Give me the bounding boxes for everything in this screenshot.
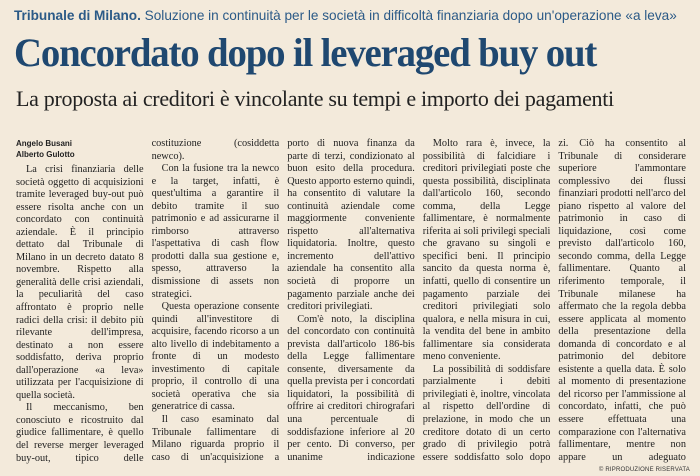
subheadline: La proposta ai creditori è vincolante su tempi e importo dei pagamenti (16, 86, 614, 111)
column-2 (152, 138, 280, 464)
headline: Concordato dopo il leveraged buy out (14, 30, 597, 75)
column-5 (558, 138, 686, 464)
kicker-text: Soluzione in continuità per le società in difficoltà finanziaria dopo un'operazione «a leva» (144, 8, 677, 23)
article-body (16, 138, 686, 464)
paragraph: Il meccanismo, ben conosciuto e ricostruito dal giudice fallimentare, è quello del reverse merger leveraged buy-out, tipico delle (16, 402, 144, 464)
column-3 (287, 138, 415, 464)
author-name: Alberto Gulotto (16, 150, 75, 159)
paragraph: zi. Ciò ha consentito al Tribunale di considerare superiore l'ammontare complessivo dei flussi finanziari prodotti nell'arco del piano rispetto al valore del patrimonio in caso di liquidazione, così come previsto dall'articolo 160, secondo comma, della Legge fallimentare. Quanto al riferimento temporale, il Tribunale milanese ha affermato che la regola debba essere applicata al momento della presentazione della domanda di concordato e al patrimonio del debitore esistente a quella data. È solo al momento di presentazione del ricorso per l'ammissione al concordato, infatti, che può essere effettuata una comparazione con l'alternativa fallimentare, mentre non appare un adeguato (558, 138, 686, 463)
paragraph: Com'è noto, la disciplina del concordato con continuità prevista dall'articolo 186-bis della Legge fallimentare consente, diversamente da quella prevista per i concordati liquidatori, la possibilità di offrire ai creditori chirografari una percentuale di soddisfazione inferiore al 20 per cento. Di converso, per unanime indicazione (287, 313, 415, 463)
paragraph: porto di nuova finanza da parte di terzi, condizionato al buon esito della procedura. Questo apporto esterno quindi, ha consentito di valutare la continuità aziendale come maggiormente conveniente rispetto all'alternativa liquidatoria. Inoltre, questo incremento dell'attivo aziendale ha consentito alla società di proporre un pagamento parziale anche dei creditori privilegiati. (287, 138, 415, 313)
author-name: Angelo Busani (16, 139, 73, 148)
kicker (14, 6, 692, 26)
paragraph: Il caso esaminato dal Tribunale fallimentare di Milano riguarda proprio il caso di un'acquisizione a (151, 414, 280, 463)
paragraph: La possibilità di soddisfare parzialmente i debiti privilegiati è, inoltre, vincolata al rispetto dell'ordine di prelazione, in modo che un creditore dotato di un certo grado di privilegio potrà essere soddisfatto solo dopo (422, 363, 551, 463)
paragraph: costituzione (cosiddetta newco). (151, 138, 280, 162)
paragraph: Molto rara è, invece, la possibilità di falcidiare i creditori privilegiati poste che questa possibilità, disciplinata dall'articolo 160, secondo comma, della Legge fallimentare, è normalmente riferita ai soli privilegi speciali che gravano su singoli e specifici beni. Il principio sancito da questa norma è, infatti, quello di consentire un pagamento parziale dei creditori privilegiati solo qualora, e nella misura in cui, la vendita del bene in ambito fallimentare sia considerata meno conveniente. (422, 138, 551, 363)
paragraph: Con la fusione tra la newco e la target, infatti, è quest'ultima a garantire il debito tramite il suo patrimonio e ad assicurarne il rimborso attraverso l'aspettativa di cash flow prodotti dalla sua gestione e, spesso, attraverso la dismissione di assets non strategici. (151, 163, 280, 300)
copyright-notice: © RIPRODUZIONE RISERVATA (598, 467, 690, 473)
paragraph: La crisi finanziaria delle società oggetto di acquisizioni tramite leveraged buy-out può essere risolta anche con un concordato con continuità aziendale. È il principio dettato dal Tribunale di Milano in un decreto datato 8 novembre. Rispetto alla generalità delle crisi aziendali, la peculiarità del caso affrontato è proprio nelle radici della crisi: il debito più rilevante dell'impresa, destinato a non essere soddisfatto, deriva proprio dall'operazione «a leva» utilizzata per l'acquisizione di quella società. (16, 164, 144, 401)
paragraph: Questa operazione consente quindi all'investitore di acquisire, facendo ricorso a un alto livello di indebitamento a fronte di un modesto investimento di capitale proprio, il controllo di una società operativa che sia generatrice di cassa. (151, 301, 280, 413)
column-1 (16, 138, 144, 464)
column-4 (423, 138, 551, 464)
kicker-label: Tribunale di Milano. (14, 8, 141, 23)
